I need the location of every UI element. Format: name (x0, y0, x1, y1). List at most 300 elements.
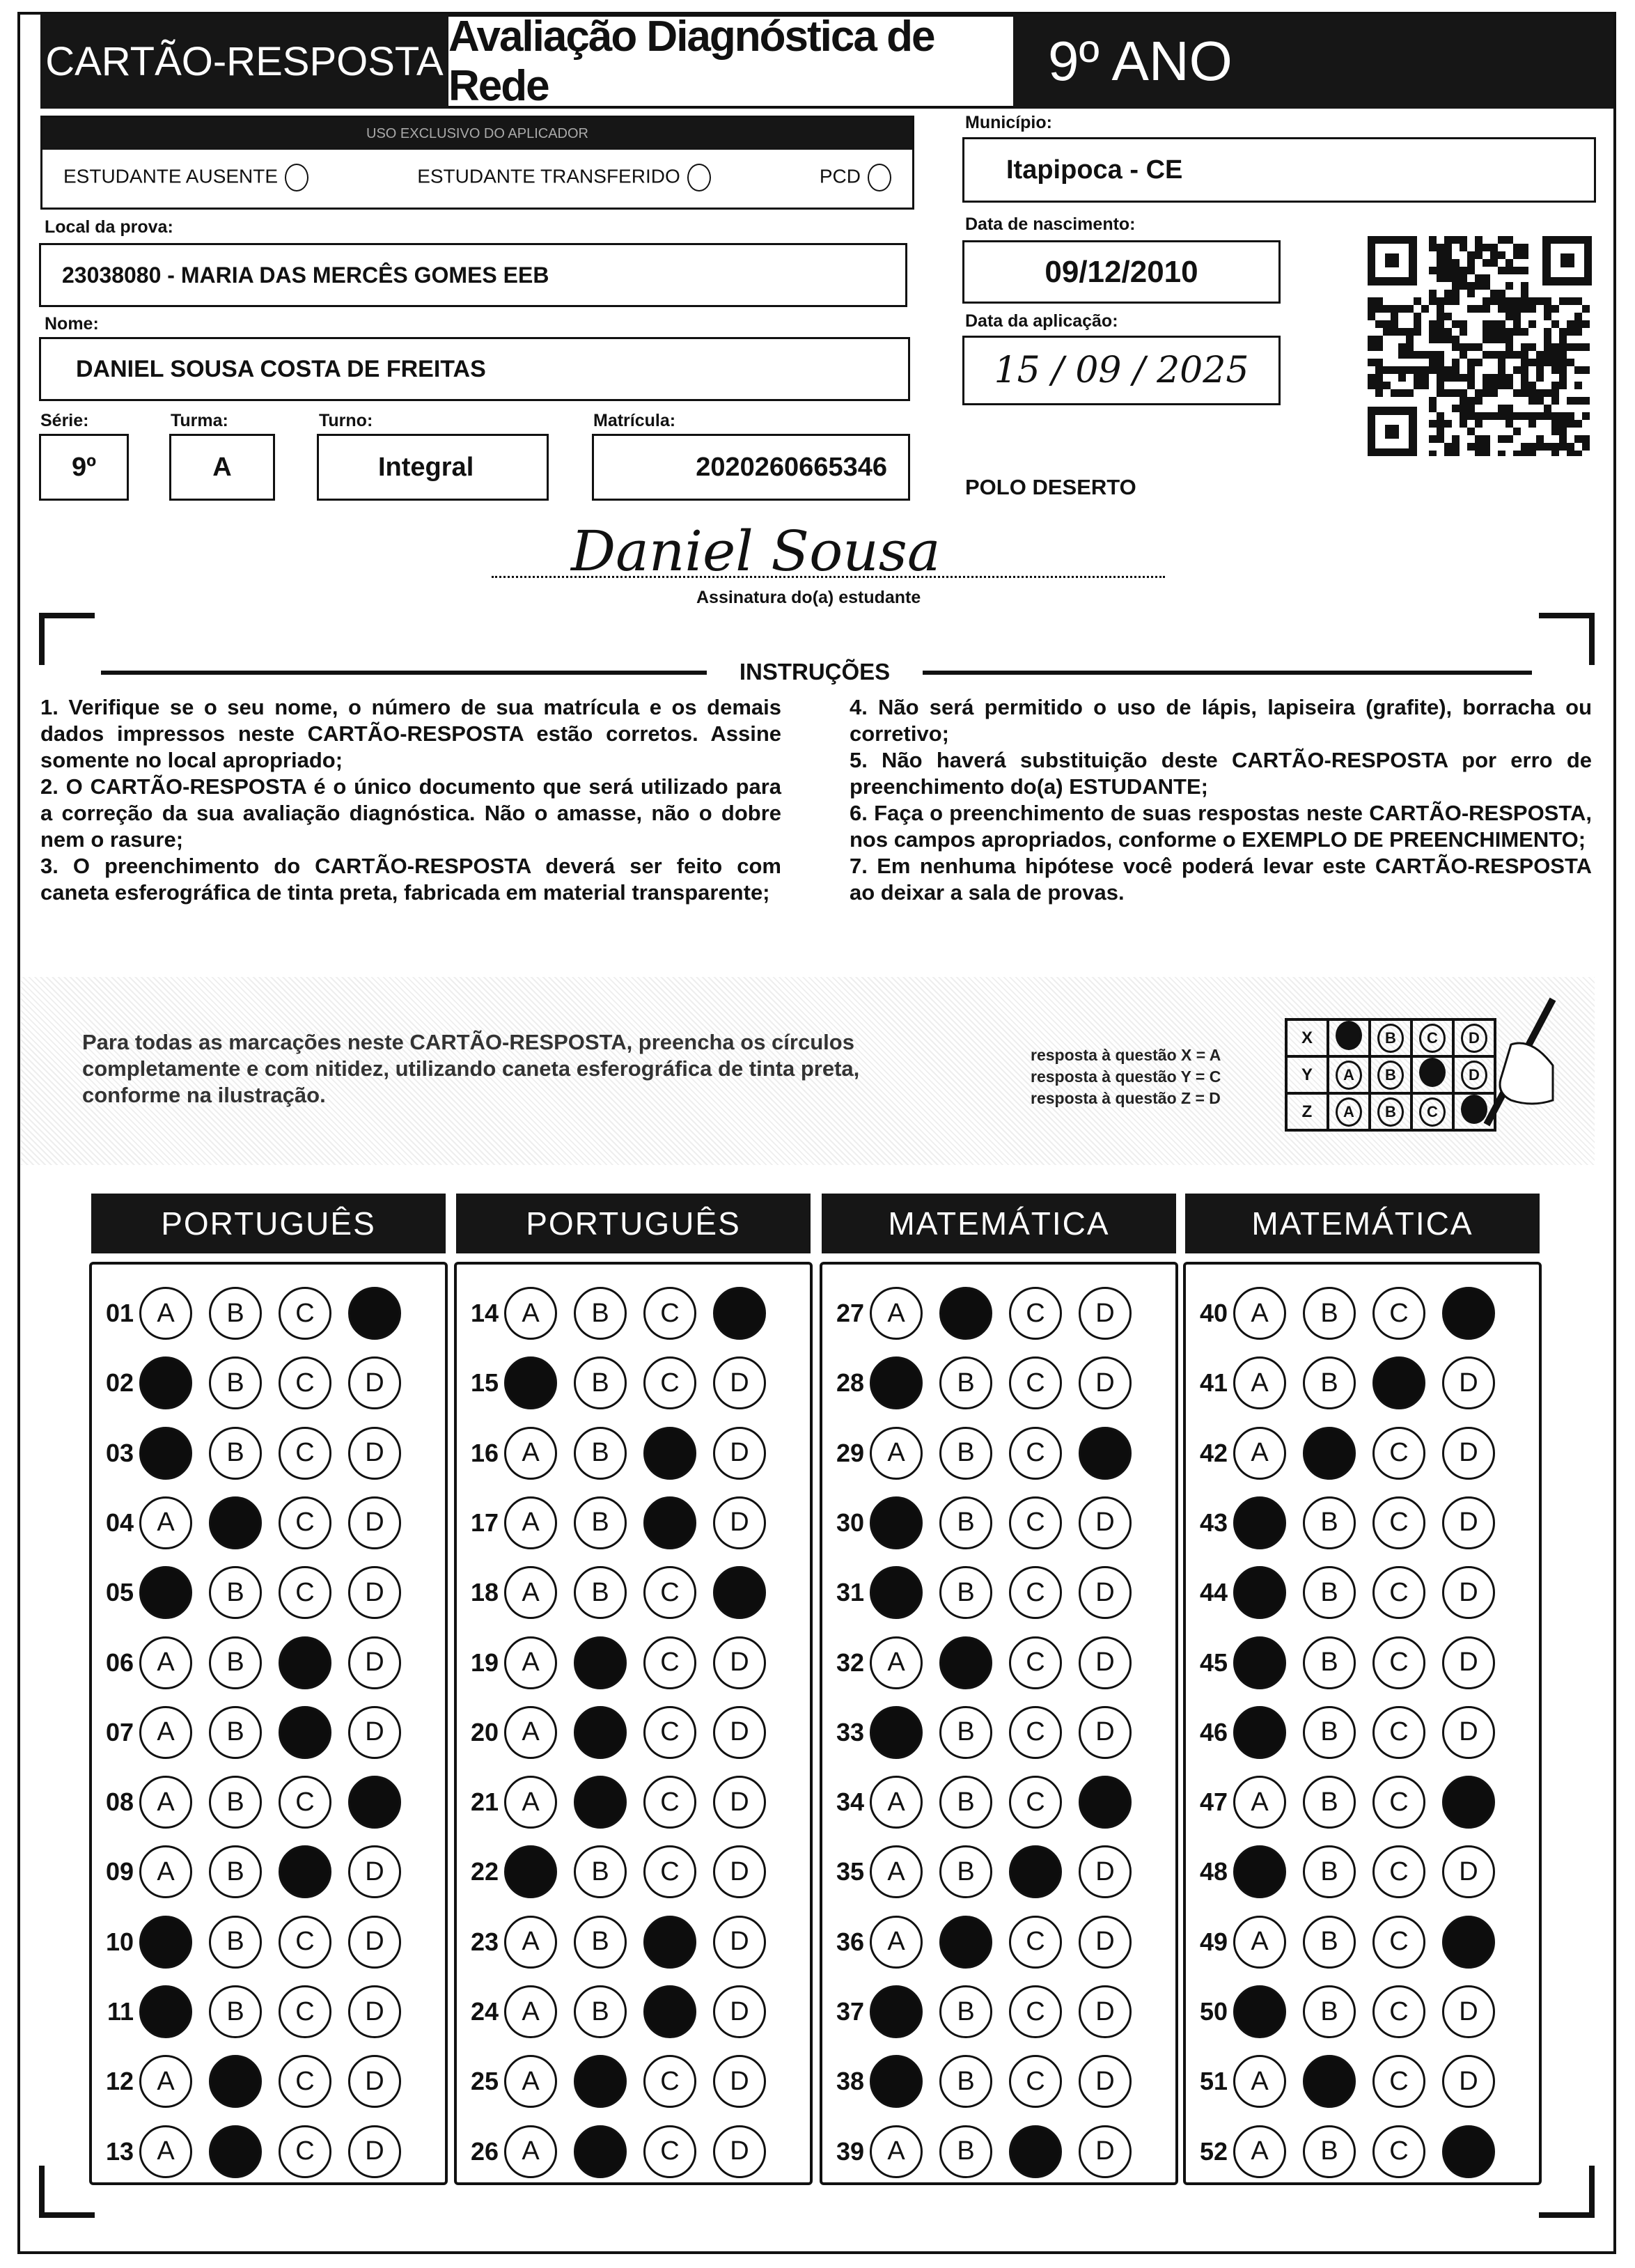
answer-bubble-a[interactable] (1233, 1845, 1286, 1898)
answer-bubble-a[interactable] (139, 1566, 192, 1619)
answer-bubble-a[interactable]: A (504, 1427, 557, 1480)
example-row (1286, 1093, 1495, 1130)
question-number: 34 (836, 1788, 864, 1817)
answer-bubble-c[interactable]: C (1372, 1776, 1425, 1829)
answer-bubble-c[interactable]: C (1372, 1916, 1425, 1969)
answer-bubble-c[interactable]: C (1372, 2055, 1425, 2108)
answer-bubble-d[interactable]: D (713, 1776, 766, 1829)
answer-bubble-d[interactable]: D (348, 2055, 401, 2108)
answer-bubble-d[interactable]: D (1079, 1845, 1132, 1898)
answer-bubble-d[interactable] (1442, 1776, 1495, 1829)
answer-bubble-c[interactable]: C (1372, 2125, 1425, 2178)
answer-bubble-d[interactable] (1442, 2125, 1495, 2178)
question-number: 02 (105, 1368, 134, 1398)
answer-bubble-a[interactable] (504, 1356, 557, 1409)
answer-bubble-d[interactable]: D (1442, 1845, 1495, 1898)
answer-bubble-b[interactable]: B (574, 1427, 627, 1480)
transferred-bubble[interactable] (687, 164, 711, 191)
answer-bubble-d[interactable] (1442, 1916, 1495, 1969)
question-row (457, 1565, 783, 1620)
answer-bubble-b[interactable]: B (1303, 1706, 1356, 1759)
answer-block (454, 1262, 813, 2185)
answer-bubble-d[interactable]: D (713, 1636, 766, 1689)
answer-bubble-c[interactable] (643, 1496, 696, 1549)
question-number: 06 (105, 1648, 134, 1677)
answer-bubble-c[interactable]: C (1009, 1636, 1062, 1689)
answer-bubble-a[interactable] (1233, 1566, 1286, 1619)
question-row (92, 1705, 418, 1760)
question-number: 41 (1199, 1368, 1228, 1398)
question-number: 28 (836, 1368, 864, 1398)
answer-bubble-b[interactable] (574, 1706, 627, 1759)
question-number: 15 (470, 1368, 499, 1398)
answer-bubble-d[interactable]: D (713, 1845, 766, 1898)
example-cell (1370, 1093, 1411, 1130)
answer-bubble-b[interactable]: B (1303, 1776, 1356, 1829)
answer-bubble-b[interactable]: B (209, 1776, 262, 1829)
answer-bubble-c[interactable] (643, 1427, 696, 1480)
answer-bubble-a[interactable]: A (870, 1845, 923, 1898)
answer-bubble-b[interactable]: B (209, 1985, 262, 2038)
answer-bubble-c[interactable]: C (1372, 1496, 1425, 1549)
question-number: 36 (836, 1927, 864, 1956)
answer-bubble-b[interactable] (574, 1636, 627, 1689)
pcd-option[interactable] (820, 164, 891, 191)
application-date-label: Data da aplicação: (965, 311, 1118, 331)
question-row (457, 1495, 783, 1551)
answer-bubble-c[interactable]: C (643, 1287, 696, 1340)
answer-bubble-b[interactable]: B (1303, 1287, 1356, 1340)
answer-bubble-d[interactable]: D (1079, 1496, 1132, 1549)
pcd-bubble[interactable] (868, 164, 891, 191)
answer-bubble-a[interactable]: A (870, 1427, 923, 1480)
answer-bubble-d[interactable]: D (348, 2125, 401, 2178)
answer-bubble-c[interactable]: C (279, 1427, 331, 1480)
answer-bubble-d[interactable]: D (348, 1706, 401, 1759)
transferred-label: ESTUDANTE TRANSFERIDO (417, 165, 680, 187)
absent-option[interactable] (63, 164, 308, 191)
question-number: 32 (836, 1648, 864, 1677)
answer-bubble-a[interactable] (870, 1356, 923, 1409)
student-signature: Daniel Sousa (571, 519, 941, 584)
answer-bubble-d[interactable]: D (348, 1845, 401, 1898)
answer-bubble-b[interactable]: B (939, 1776, 992, 1829)
section-title: PORTUGUÊS (456, 1194, 811, 1253)
answer-bubble-b[interactable] (939, 1636, 992, 1689)
answer-bubble-c[interactable]: C (643, 1706, 696, 1759)
answer-bubble-a[interactable]: A (1233, 1287, 1286, 1340)
answer-bubble-c[interactable]: C (643, 1566, 696, 1619)
answer-bubble-d[interactable]: D (713, 1496, 766, 1549)
section-title: MATEMÁTICA (1185, 1194, 1540, 1253)
answer-bubble-d[interactable]: D (1442, 2055, 1495, 2108)
answer-bubble-d[interactable] (1442, 1287, 1495, 1340)
absent-label: ESTUDANTE AUSENTE (63, 165, 279, 187)
answer-bubble-b[interactable]: B (209, 1356, 262, 1409)
answer-bubble-c[interactable] (279, 1706, 331, 1759)
example-cell (1411, 1056, 1453, 1093)
answer-bubble-a[interactable]: A (504, 1287, 557, 1340)
answer-bubble-b[interactable]: B (939, 2125, 992, 2178)
answer-bubble-a[interactable] (139, 1985, 192, 2038)
answer-bubble-c[interactable]: C (1372, 1636, 1425, 1689)
answer-bubble-d[interactable]: D (1079, 1916, 1132, 1969)
question-row (1186, 1705, 1512, 1760)
application-date-field: 15 / 09 / 2025 (962, 336, 1281, 405)
question-number: 01 (105, 1299, 134, 1327)
example-bubble: B (1377, 1061, 1404, 1090)
answer-bubble-a[interactable]: A (139, 1287, 192, 1340)
answer-bubble-c[interactable]: C (1372, 1985, 1425, 2038)
answer-bubble-b[interactable] (209, 2055, 262, 2108)
answer-bubble-c[interactable] (1372, 1356, 1425, 1409)
question-row (822, 1355, 1148, 1411)
answer-bubble-c[interactable]: C (643, 1356, 696, 1409)
answer-bubble-b[interactable] (574, 1776, 627, 1829)
question-number: 37 (836, 1997, 864, 2026)
answer-bubble-d[interactable]: D (1079, 1356, 1132, 1409)
answer-bubble-c[interactable] (1009, 1845, 1062, 1898)
answer-bubble-d[interactable]: D (713, 1985, 766, 2038)
answer-bubble-b[interactable]: B (939, 1427, 992, 1480)
question-row (822, 1705, 1148, 1760)
answer-bubble-a[interactable]: A (139, 1706, 192, 1759)
answer-bubble-a[interactable] (870, 2055, 923, 2108)
answer-bubble-a[interactable]: A (504, 1496, 557, 1549)
answer-bubble-d[interactable] (713, 1287, 766, 1340)
question-number: 18 (470, 1578, 499, 1607)
name-label: Nome: (45, 314, 99, 334)
example-question-label: Z (1286, 1093, 1328, 1130)
municipio-label: Município: (965, 113, 1052, 132)
question-number: 50 (1199, 1997, 1228, 2026)
answer-bubble-c[interactable] (643, 1916, 696, 1969)
answer-bubble-b[interactable]: B (574, 1356, 627, 1409)
answer-bubble-d[interactable]: D (348, 1566, 401, 1619)
answer-bubble-c[interactable]: C (279, 1985, 331, 2038)
answer-bubble-c[interactable]: C (279, 2125, 331, 2178)
answer-bubble-c[interactable] (643, 1985, 696, 2038)
answer-bubble-c[interactable]: C (279, 1496, 331, 1549)
answer-bubble-b[interactable]: B (939, 1496, 992, 1549)
answer-bubble-a[interactable]: A (1233, 1776, 1286, 1829)
question-number: 31 (836, 1578, 864, 1607)
answer-bubble-d[interactable]: D (713, 2055, 766, 2108)
answer-bubble-d[interactable]: D (1442, 1356, 1495, 1409)
instructions-title: INSTRUÇÕES (739, 659, 891, 685)
answer-bubble-b[interactable] (1303, 2055, 1356, 2108)
question-row (822, 1635, 1148, 1691)
answer-bubble-b[interactable]: B (939, 2055, 992, 2108)
answer-bubble-c[interactable]: C (1372, 1845, 1425, 1898)
answer-bubble-d[interactable] (1079, 1776, 1132, 1829)
answer-bubble-b[interactable]: B (1303, 1566, 1356, 1619)
answer-bubble-a[interactable]: A (139, 1496, 192, 1549)
answer-bubble-b[interactable]: B (1303, 1845, 1356, 1898)
card-title: CARTÃO-RESPOSTA (40, 14, 448, 109)
answer-bubble-c[interactable]: C (1009, 1287, 1062, 1340)
question-row (92, 1565, 418, 1620)
answer-bubble-c[interactable]: C (1372, 1566, 1425, 1619)
answer-bubble-d[interactable]: D (348, 1427, 401, 1480)
answer-bubble-d[interactable] (713, 1566, 766, 1619)
question-row (92, 1425, 418, 1481)
answer-bubble-d[interactable]: D (713, 1427, 766, 1480)
pcd-label: PCD (819, 165, 861, 187)
example-question-label: X (1286, 1019, 1328, 1056)
question-row (1186, 1565, 1512, 1620)
answer-bubble-c[interactable]: C (1009, 1985, 1062, 2038)
answer-bubble-b[interactable]: B (1303, 1496, 1356, 1549)
answer-bubble-d[interactable]: D (348, 1985, 401, 2038)
answer-bubble-d[interactable]: D (1079, 1636, 1132, 1689)
answer-bubble-b[interactable] (1303, 1427, 1356, 1480)
answer-bubble-d[interactable]: D (713, 2125, 766, 2178)
answer-bubble-b[interactable]: B (1303, 2125, 1356, 2178)
applicator-title: USO EXCLUSIVO DO APLICADOR (42, 118, 912, 150)
answer-bubble-b[interactable]: B (1303, 1636, 1356, 1689)
answer-bubble-c[interactable]: C (279, 1566, 331, 1619)
answer-bubble-c[interactable] (279, 1845, 331, 1898)
answer-bubble-a[interactable] (870, 1566, 923, 1619)
answer-bubble-a[interactable]: A (139, 1845, 192, 1898)
answer-bubble-c[interactable]: C (279, 1916, 331, 1969)
answer-bubble-c[interactable]: C (1372, 1427, 1425, 1480)
question-row (1186, 1425, 1512, 1481)
answer-bubble-a[interactable]: A (1233, 1916, 1286, 1969)
answer-bubble-d[interactable]: D (713, 1706, 766, 1759)
question-row (457, 1285, 783, 1341)
answer-bubble-d[interactable]: D (1079, 1287, 1132, 1340)
answer-bubble-c[interactable]: C (279, 2055, 331, 2108)
answer-bubble-a[interactable]: A (504, 1636, 557, 1689)
question-row (457, 1774, 783, 1830)
answer-bubble-a[interactable] (1233, 1985, 1286, 2038)
example-cell (1370, 1056, 1411, 1093)
answer-bubble-c[interactable]: C (1372, 1287, 1425, 1340)
answer-bubble-d[interactable]: D (1442, 1985, 1495, 2038)
question-number: 08 (105, 1788, 134, 1817)
answer-bubble-b[interactable]: B (574, 1496, 627, 1549)
matricula-field: 2020260665346 (592, 434, 910, 501)
answer-bubble-c[interactable]: C (279, 1356, 331, 1409)
answer-bubble-a[interactable]: A (504, 1916, 557, 1969)
answer-bubble-d[interactable] (348, 1776, 401, 1829)
answer-bubble-c[interactable]: C (1372, 1706, 1425, 1759)
answer-bubble-d[interactable]: D (1079, 2055, 1132, 2108)
question-row (1186, 2054, 1512, 2109)
example-cell (1328, 1019, 1370, 1056)
answer-bubble-c[interactable] (279, 1636, 331, 1689)
answer-bubble-d[interactable]: D (1079, 2125, 1132, 2178)
answer-bubble-a[interactable]: A (1233, 2055, 1286, 2108)
answer-bubble-a[interactable]: A (870, 1636, 923, 1689)
answer-bubble-d[interactable]: D (713, 1356, 766, 1409)
answer-bubble-b[interactable]: B (209, 1287, 262, 1340)
answer-bubble-a[interactable]: A (870, 1287, 923, 1340)
question-number: 27 (836, 1299, 864, 1327)
example-bubble: C (1419, 1024, 1446, 1053)
answer-bubble-d[interactable]: D (1079, 1985, 1132, 2038)
answer-bubble-a[interactable]: A (1233, 1356, 1286, 1409)
question-number: 45 (1199, 1648, 1228, 1677)
answer-bubble-a[interactable]: A (1233, 2125, 1286, 2178)
turno-label: Turno: (319, 411, 373, 430)
answer-bubble-c[interactable]: C (643, 1636, 696, 1689)
answer-bubble-a[interactable]: A (504, 1985, 557, 2038)
answer-bubble-c[interactable]: C (1009, 2055, 1062, 2108)
corner-mark (1539, 613, 1595, 665)
absent-bubble[interactable] (285, 164, 308, 191)
answer-bubble-a[interactable]: A (139, 2125, 192, 2178)
birthdate-field: 09/12/2010 (962, 240, 1281, 304)
answer-bubble-c[interactable]: C (643, 1845, 696, 1898)
answer-bubble-b[interactable]: B (1303, 1985, 1356, 2038)
answer-bubble-c[interactable]: C (1009, 1706, 1062, 1759)
divider (101, 671, 707, 675)
answer-bubble-b[interactable] (574, 2125, 627, 2178)
answer-bubble-b[interactable]: B (1303, 1356, 1356, 1409)
example-bubble: D (1461, 1024, 1487, 1053)
municipio-field: Itapipoca - CE (962, 137, 1596, 203)
matricula-label: Matrícula: (593, 411, 676, 430)
question-row (822, 1984, 1148, 2040)
answer-bubble-c[interactable]: C (643, 2055, 696, 2108)
answer-bubble-a[interactable]: A (139, 1636, 192, 1689)
answer-bubble-b[interactable]: B (209, 1566, 262, 1619)
answer-bubble-c[interactable]: C (1009, 1776, 1062, 1829)
answer-bubble-b[interactable]: B (939, 1566, 992, 1619)
answer-bubble-a[interactable] (504, 1845, 557, 1898)
answer-bubble-b[interactable]: B (209, 1845, 262, 1898)
answer-bubble-c[interactable]: C (1009, 1427, 1062, 1480)
answer-bubble-d[interactable]: D (1442, 1636, 1495, 1689)
example-bubble: C (1419, 1097, 1446, 1127)
answer-bubble-d[interactable]: D (1442, 1427, 1495, 1480)
answer-bubble-c[interactable]: C (1009, 1356, 1062, 1409)
serie-label: Série: (40, 411, 89, 430)
answer-bubble-a[interactable]: A (504, 1776, 557, 1829)
answer-bubble-b[interactable] (939, 1916, 992, 1969)
answer-bubble-a[interactable] (870, 1496, 923, 1549)
question-number: 20 (470, 1717, 499, 1746)
question-number: 47 (1199, 1788, 1228, 1817)
answer-bubble-c[interactable]: C (1009, 1916, 1062, 1969)
answer-bubble-a[interactable]: A (504, 1706, 557, 1759)
answer-bubble-b[interactable]: B (939, 1845, 992, 1898)
question-number: 42 (1199, 1438, 1228, 1467)
answer-bubble-b[interactable]: B (209, 1706, 262, 1759)
answer-bubble-b[interactable]: B (939, 1706, 992, 1759)
answer-bubble-a[interactable]: A (139, 1776, 192, 1829)
answer-bubble-d[interactable]: D (348, 1356, 401, 1409)
question-row (92, 1774, 418, 1830)
birthdate-label: Data de nascimento: (965, 214, 1136, 234)
answer-bubble-c[interactable]: C (643, 2125, 696, 2178)
answer-bubble-d[interactable]: D (1079, 1706, 1132, 1759)
answer-bubble-b[interactable]: B (209, 1916, 262, 1969)
question-number: 04 (105, 1508, 134, 1537)
answer-bubble-a[interactable]: A (870, 1916, 923, 1969)
question-number: 35 (836, 1857, 864, 1886)
instruction-item: 7. Em nenhuma hipótese você poderá levar este CARTÃO-RESPOSTA ao deixar a sala de provas. (850, 854, 1592, 905)
answer-bubble-a[interactable]: A (870, 1776, 923, 1829)
answer-bubble-c[interactable]: C (279, 1776, 331, 1829)
question-number: 29 (836, 1438, 864, 1467)
answer-bubble-c[interactable]: C (643, 1776, 696, 1829)
answer-bubble-a[interactable]: A (139, 2055, 192, 2108)
example-grid (1285, 1018, 1496, 1132)
answer-bubble-c[interactable] (1009, 2125, 1062, 2178)
answer-bubble-a[interactable] (1233, 1496, 1286, 1549)
answer-bubble-d[interactable]: D (1442, 1706, 1495, 1759)
answer-bubble-b[interactable]: B (574, 1845, 627, 1898)
answer-bubble-d[interactable]: D (713, 1916, 766, 1969)
example-bubble: A (1336, 1097, 1362, 1127)
answer-bubble-b[interactable]: B (939, 1356, 992, 1409)
example-row (1286, 1056, 1495, 1093)
answer-bubble-a[interactable]: A (1233, 1427, 1286, 1480)
answer-bubble-a[interactable] (139, 1916, 192, 1969)
question-number: 24 (470, 1997, 499, 2026)
answer-bubble-d[interactable] (348, 1287, 401, 1340)
answer-bubble-b[interactable]: B (574, 1985, 627, 2038)
instructions-left (40, 694, 781, 906)
answer-bubble-b[interactable] (939, 1287, 992, 1340)
answer-bubble-b[interactable] (209, 1496, 262, 1549)
answer-bubble-a[interactable]: A (870, 2125, 923, 2178)
answer-bubble-d[interactable]: D (348, 1636, 401, 1689)
answer-bubble-b[interactable]: B (574, 1916, 627, 1969)
answer-bubble-d[interactable]: D (348, 1916, 401, 1969)
answer-bubble-a[interactable] (139, 1356, 192, 1409)
example-text: Para todas as marcações neste CARTÃO-RESPOSTA, preencha os círculos completamente e com nitidez, utilizando caneta esferográfica de tinta preta, conforme na ilustração. (82, 1030, 860, 1107)
answer-bubble-a[interactable] (1233, 1636, 1286, 1689)
applicator-section (40, 116, 914, 210)
answer-bubble-a[interactable] (1233, 1706, 1286, 1759)
question-number: 19 (470, 1648, 499, 1677)
question-number: 03 (105, 1438, 134, 1467)
transferred-option[interactable] (417, 164, 711, 191)
answer-bubble-a[interactable]: A (504, 2125, 557, 2178)
answer-bubble-b[interactable]: B (574, 1287, 627, 1340)
answer-bubble-d[interactable] (1079, 1427, 1132, 1480)
answer-bubble-b[interactable]: B (1303, 1916, 1356, 1969)
answer-bubble-c[interactable]: C (1009, 1496, 1062, 1549)
question-number: 39 (836, 2136, 864, 2166)
answer-bubble-d[interactable]: D (348, 1496, 401, 1549)
question-row (822, 1774, 1148, 1830)
answer-bubble-b[interactable]: B (209, 1636, 262, 1689)
answer-bubble-a[interactable]: A (504, 2055, 557, 2108)
answer-bubble-b[interactable]: B (939, 1985, 992, 2038)
answer-bubble-d[interactable]: D (1442, 1566, 1495, 1619)
answer-bubble-a[interactable] (870, 1706, 923, 1759)
answer-bubble-c[interactable]: C (1009, 1566, 1062, 1619)
answer-bubble-d[interactable]: D (1079, 1566, 1132, 1619)
answer-bubble-a[interactable] (870, 1985, 923, 2038)
question-row (1186, 1844, 1512, 1900)
answer-bubble-b[interactable] (209, 2125, 262, 2178)
answer-bubble-c[interactable]: C (279, 1287, 331, 1340)
answer-bubble-d[interactable]: D (1442, 1496, 1495, 1549)
answer-bubble-a[interactable]: A (504, 1566, 557, 1619)
answer-bubble-a[interactable] (139, 1427, 192, 1480)
question-number: 51 (1199, 2067, 1228, 2096)
answer-bubble-b[interactable]: B (209, 1427, 262, 1480)
answer-bubble-b[interactable]: B (574, 1566, 627, 1619)
answer-bubble-b[interactable] (574, 2055, 627, 2108)
